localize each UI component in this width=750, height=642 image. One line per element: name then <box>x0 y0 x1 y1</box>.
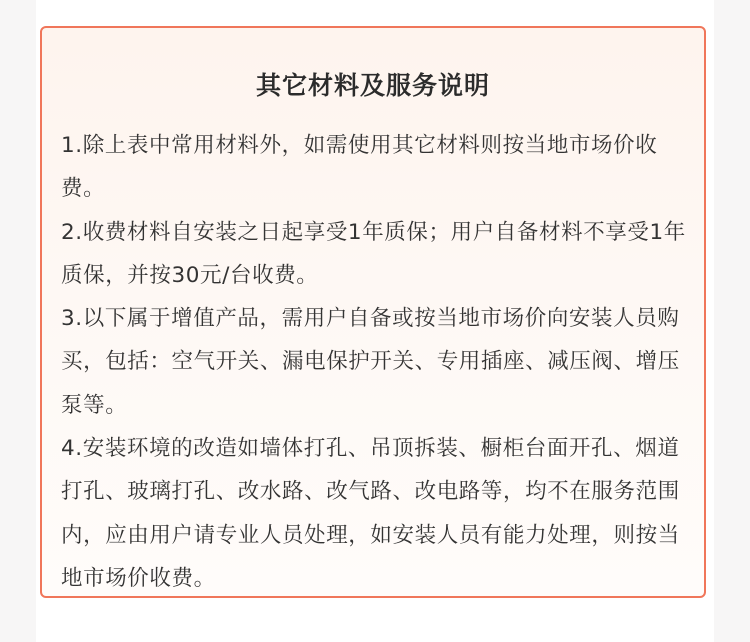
note-item-2: 2.收费材料自安装之日起享受1年质保；用户自备材料不享受1年质保，并按30元/台收费。 <box>61 219 686 288</box>
notes-list <box>61 124 691 600</box>
note-item-1: 1.除上表中常用材料外，如需使用其它材料则按当地市场价收费。 <box>61 133 658 202</box>
note-item-3: 3.以下属于增值产品，需用户自备或按当地市场价向安装人员购买，包括：空气开关、漏电保护开关、专用插座、减压阀、增压泵等。 <box>61 306 680 418</box>
note-item-4: 4.安装环境的改造如墙体打孔、吊顶拆装、橱柜台面开孔、烟道打孔、玻璃打孔、改水路、改气路、改电路等，均不在服务范围内，应由用户请专业人员处理，如安装人员有能力处理，则按当地市场价收费。 <box>61 436 680 591</box>
card-title: 其它材料及服务说明 <box>255 71 490 100</box>
left-margin-strip <box>0 0 36 642</box>
right-margin-strip <box>714 0 750 642</box>
service-notes-card <box>40 26 706 598</box>
